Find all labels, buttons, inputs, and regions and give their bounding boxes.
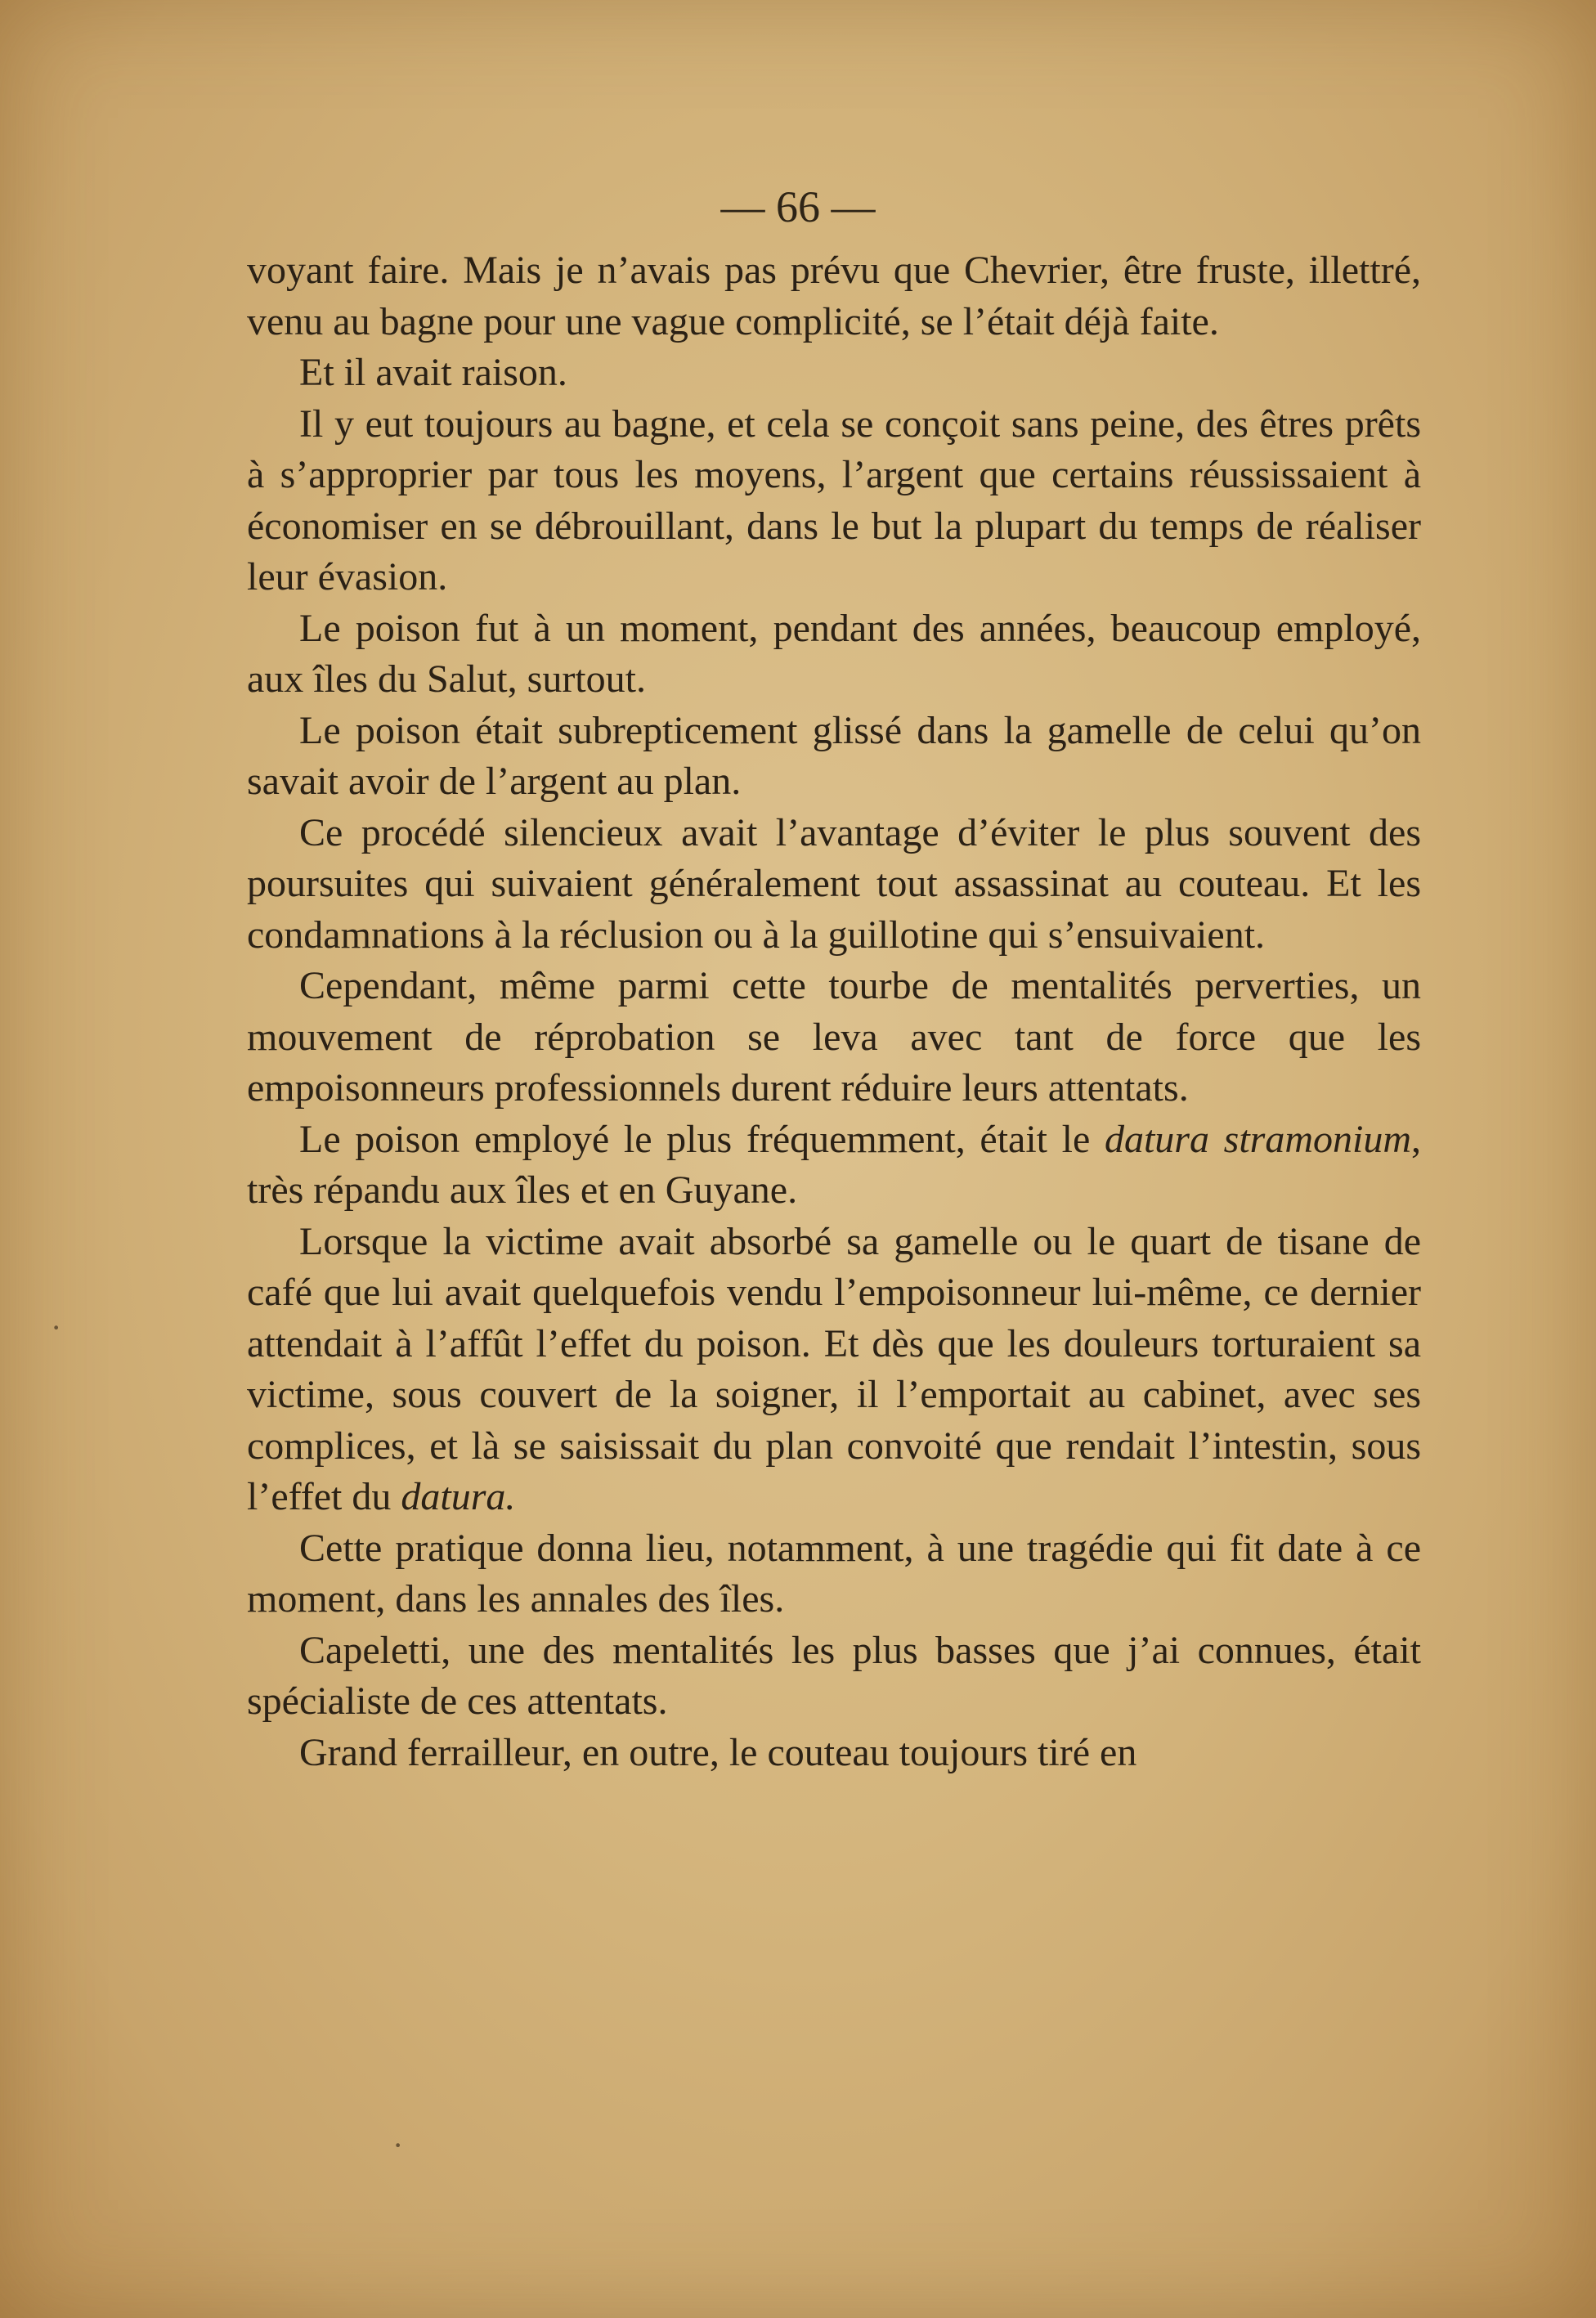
paragraph-text: , très répandu aux îles et en Guyane. <box>247 1117 1421 1212</box>
paragraph-text: Grand ferrailleur, en outre, le couteau toujours tiré en <box>299 1730 1137 1774</box>
paragraph <box>247 1114 1421 1217</box>
paragraph <box>247 603 1421 706</box>
paragraph-text: Lorsque la victime avait absorbé sa gamelle ou le quart de tisane de café que lui avait quelquefois vendu l’empoisonneur lui-même, ce dernier attendait à l’affût l’effet du poison. Et dès que les douleurs torturaient sa victime, sous couvert de la soigner, il l’emportait au cabinet, avec ses complices, et là se saisissait du plan convoité que rendait l’intestin, sous l’effet du <box>247 1219 1421 1518</box>
paragraph <box>247 808 1421 962</box>
paragraph-text: voyant faire. Mais je n’avais pas prévu que Chevrier, être fruste, illettré, venu au bagne pour une vague complicité, se l’était déjà faite. <box>247 249 1421 343</box>
paragraph <box>247 399 1421 603</box>
paragraph <box>247 1625 1421 1728</box>
paragraph-text: Le poison employé le plus fréquemment, était le <box>299 1117 1105 1161</box>
paragraph-text: Ce procédé silencieux avait l’avantage d’éviter le plus souvent des poursuites qui suivaient généralement tout assassinat au couteau. Et les condamnations à la réclusion ou à la guillotine qui s’ensuivaient. <box>247 810 1421 957</box>
paragraph-text: Le poison fut à un moment, pendant des années, beaucoup employé, aux îles du Salut, surtout. <box>247 606 1421 701</box>
paper-speck: · <box>392 2127 404 2163</box>
paragraph <box>247 1728 1421 1779</box>
paragraph-text: Il y eut toujours au bagne, et cela se conçoit sans peine, des êtres prêts à s’approprier par tous les moyens, l’argent que certains réussissaient à économiser en se débrouillant, dans le but la plupart du temps de réaliser leur évasion. <box>247 401 1421 599</box>
paragraph-text: Capeletti, une des mentalités les plus basses que j’ai connues, était spécialiste de ces attentats. <box>247 1628 1421 1723</box>
paragraph <box>247 1523 1421 1625</box>
paragraph <box>247 961 1421 1114</box>
page-number: — 66 — <box>720 182 876 231</box>
paragraph-text: Et il avait raison. <box>299 351 567 394</box>
body-text <box>247 245 1421 1778</box>
paragraph-text: Le poison était subrepticement glissé dans la gamelle de celui qu’on savait avoir de l’argent au plan. <box>247 708 1421 803</box>
paragraph <box>247 706 1421 808</box>
italic-text: datura stramonium <box>1104 1117 1411 1161</box>
paper-speck: · <box>51 1309 62 1346</box>
paragraph <box>247 1217 1421 1523</box>
paragraph <box>247 245 1421 347</box>
paragraph <box>247 347 1421 399</box>
paragraph-text: Cependant, même parmi cette tourbe de mentalités perverties, un mouvement de réprobation se leva avec tant de force que les empoisonneurs professionnels durent réduire leurs attentats. <box>247 964 1421 1110</box>
italic-text: datura. <box>401 1475 516 1518</box>
paragraph-text: Cette pratique donna lieu, notamment, à une tragédie qui fit date à ce moment, dans les annales des îles. <box>247 1526 1421 1621</box>
